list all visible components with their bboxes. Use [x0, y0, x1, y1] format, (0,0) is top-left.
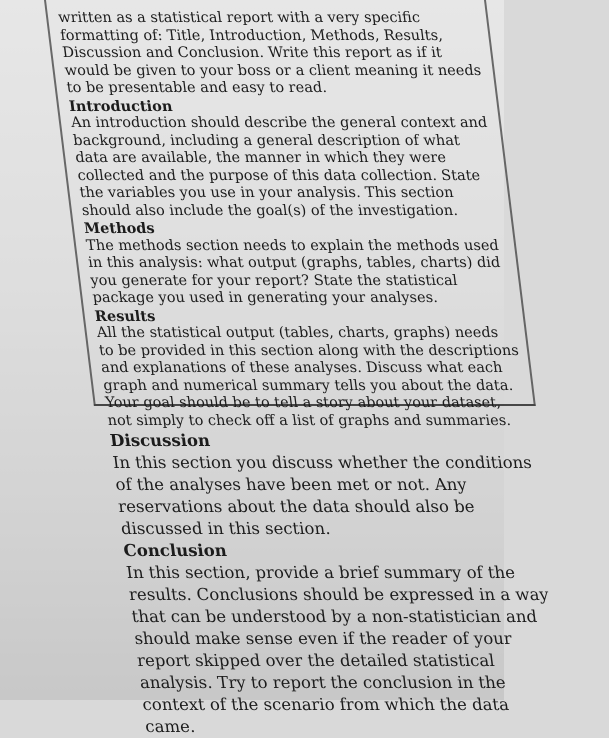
results-body: All the statistical output (tables, charts, graphs) needs to be provided in this section along with the descriptions and explanations of these analyses. Discuss what each graph and numerical summary tells you about the data. Your goal should be to tell a story about your dataset, not simply to check off a list of graphs and summaries.: [95, 325, 520, 429]
discussion-heading: Discussion: [108, 431, 212, 450]
methods-body: The methods section needs to explain the methods used in this analysis: what output (graphs, tables, charts) did you generate for your report? State the statistical package you used in generating your analyses.: [85, 237, 502, 306]
introduction-heading: Introduction: [67, 97, 174, 115]
intro-paragraph: written as a statistical report with a very specific formatting of: Title, Introduction, Methods, Results, Discussion and Conclusion. Write this report as if it would be given to your boss or a client meaning it needs to be presentable and easy to read.: [57, 10, 482, 96]
lower-sections: [109, 430, 567, 738]
introduction-body: An introduction should describe the general context and background, including a general description of what data are available, the manner in which they were collected and the purpose of this data collection. State the variables you use in your analysis. This section should also include the goal(s) of the investigation.: [70, 115, 489, 219]
methods-heading: Methods: [83, 220, 156, 237]
results-heading: Results: [93, 307, 157, 325]
document-text: [57, 10, 566, 738]
conclusion-body: In this section, provide a brief summary of the results. Conclusions should be expressed in a way that can be understood by a non-statistician and should make sense even if the reader of your report skipped over the detailed statistical analysis. Try to report the conclusion in the context of the scenario from which the data came.: [125, 563, 550, 736]
conclusion-heading: Conclusion: [122, 541, 228, 560]
document-sheet: [14, 0, 604, 736]
discussion-body: In this section you discuss whether the conditions of the analyses have been met or not. Any reservations about the data should also be discussed in this section.: [111, 453, 533, 538]
